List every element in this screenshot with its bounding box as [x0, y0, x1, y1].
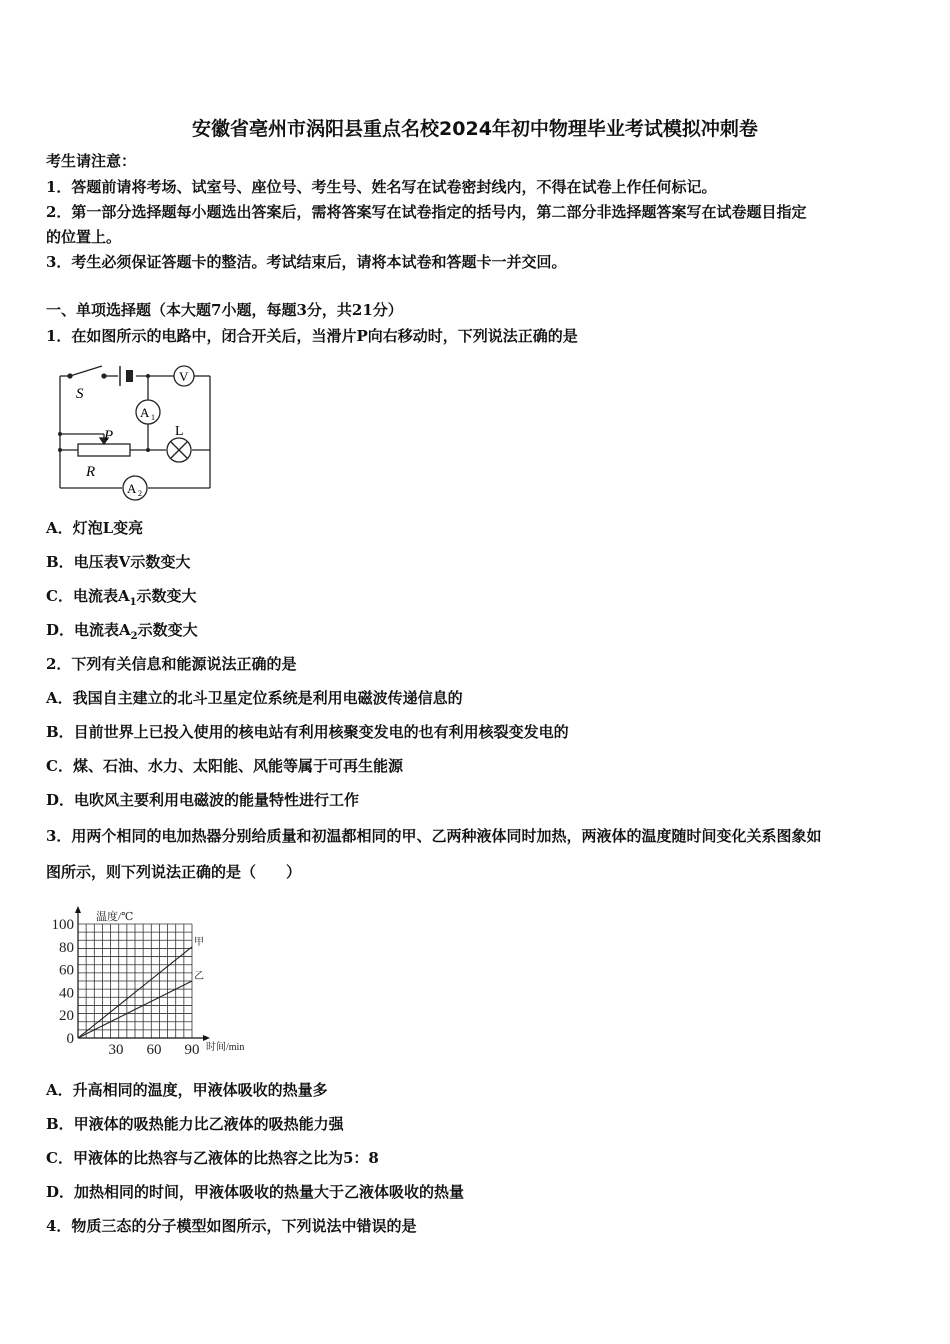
y-tick-label: 80 [59, 939, 74, 956]
question-4-stem: 4．物质三态的分子模型如图所示，下列说法中错误的是 [46, 1217, 417, 1235]
ammeter2-label: A [127, 481, 137, 496]
option-b: B．甲液体的吸热能力比乙液体的吸热能力强 [46, 1115, 344, 1133]
y-axis-label: 温度/℃ [96, 911, 134, 923]
notice-item: 3．考生必须保证答题卡的整洁。考试结束后，请将本试卷和答题卡一并交回。 [46, 253, 567, 271]
y-tick-label: 20 [59, 1008, 74, 1025]
y-axis-arrow [75, 906, 81, 913]
x-axis-label: 时间/min [206, 1042, 244, 1053]
option-b: B．目前世界上已投入使用的核电站有利用核聚变发电的也有利用核裂变发电的 [46, 723, 569, 741]
option-d: D．电流表$A_2$示数变大 [46, 621, 198, 642]
y-tick-label: 0 [66, 1031, 74, 1047]
slider-label: P [104, 428, 114, 444]
option-a: A．我国自主建立的北斗卫星定位系统是利用电磁波传递信息的 [46, 689, 463, 707]
option-d: D．电吹风主要利用电磁波的能量特性进行工作 [46, 791, 360, 809]
option-a: A．升高相同的温度，甲液体吸收的热量多 [46, 1081, 328, 1099]
option-b: B．电压表V示数变大 [46, 553, 191, 571]
notice-heading: 考生请注意： [46, 152, 137, 170]
option-a: A．灯泡L变亮 [46, 519, 144, 537]
ammeter1-label: A [140, 405, 150, 420]
ammeter1-sub: 1 [151, 413, 155, 422]
question-3-stem: 3．用两个相同的电加热器分别给质量和初温都相同的甲、乙两种液体同时加热，两液体的温度随时间变化关系图象如 [46, 827, 822, 845]
series-label: 乙 [194, 971, 204, 982]
question-3-stem-cont: 图所示，则下列说法正确的是（ ） [46, 863, 302, 881]
option-c: C．电流表$A_1$示数变大 [46, 587, 197, 608]
question-2-stem: 2．下列有关信息和能源说法正确的是 [46, 655, 297, 673]
notice-item: 的位置上。 [46, 228, 122, 246]
page-title: 安徽省亳州市涡阳县重点名校2024年初中物理毕业考试模拟冲刺卷 [192, 118, 758, 140]
notice-item: 1．答题前请将考场、试室号、座位号、考生号、姓名写在试卷密封线内，不得在试卷上作任何标记。 [46, 178, 717, 196]
option-d: D．加热相同的时间，甲液体吸收的热量大于乙液体吸收的热量 [46, 1183, 465, 1201]
option-c: C．煤、石油、水力、太阳能、风能等属于可再生能源 [46, 757, 403, 775]
voltmeter-label: V [179, 369, 189, 384]
series-label: 甲 [194, 936, 204, 948]
resistor-label: R [86, 464, 96, 480]
y-tick-label: 40 [59, 985, 74, 1002]
x-tick-label: 90 [184, 1042, 200, 1058]
question-1-stem: 1．在如图所示的电路中，闭合开关后，当滑片P向右移动时，下列说法正确的是 [46, 327, 578, 345]
section-heading: 一、单项选择题（本大题7小题，每题3分，共21分） [46, 301, 403, 319]
x-axis-arrow [203, 1035, 210, 1041]
y-tick-label: 100 [51, 917, 74, 933]
lamp-label: L [175, 424, 184, 439]
notice-item: 2．第一部分选择题每小题选出答案后，需将答案写在试卷指定的括号内，第二部分非选择题答案写在试卷题目指定 [46, 203, 807, 221]
y-tick-label: 60 [59, 962, 74, 979]
temperature-time-chart [44, 900, 244, 1060]
x-tick-label: 60 [146, 1042, 162, 1058]
switch-label: S [76, 386, 84, 402]
x-tick-label: 30 [108, 1042, 124, 1058]
ammeter2-sub: 2 [138, 489, 142, 498]
circuit-diagram [50, 356, 220, 504]
option-c: C．甲液体的比热容与乙液体的比热容之比为5：8 [46, 1149, 379, 1167]
